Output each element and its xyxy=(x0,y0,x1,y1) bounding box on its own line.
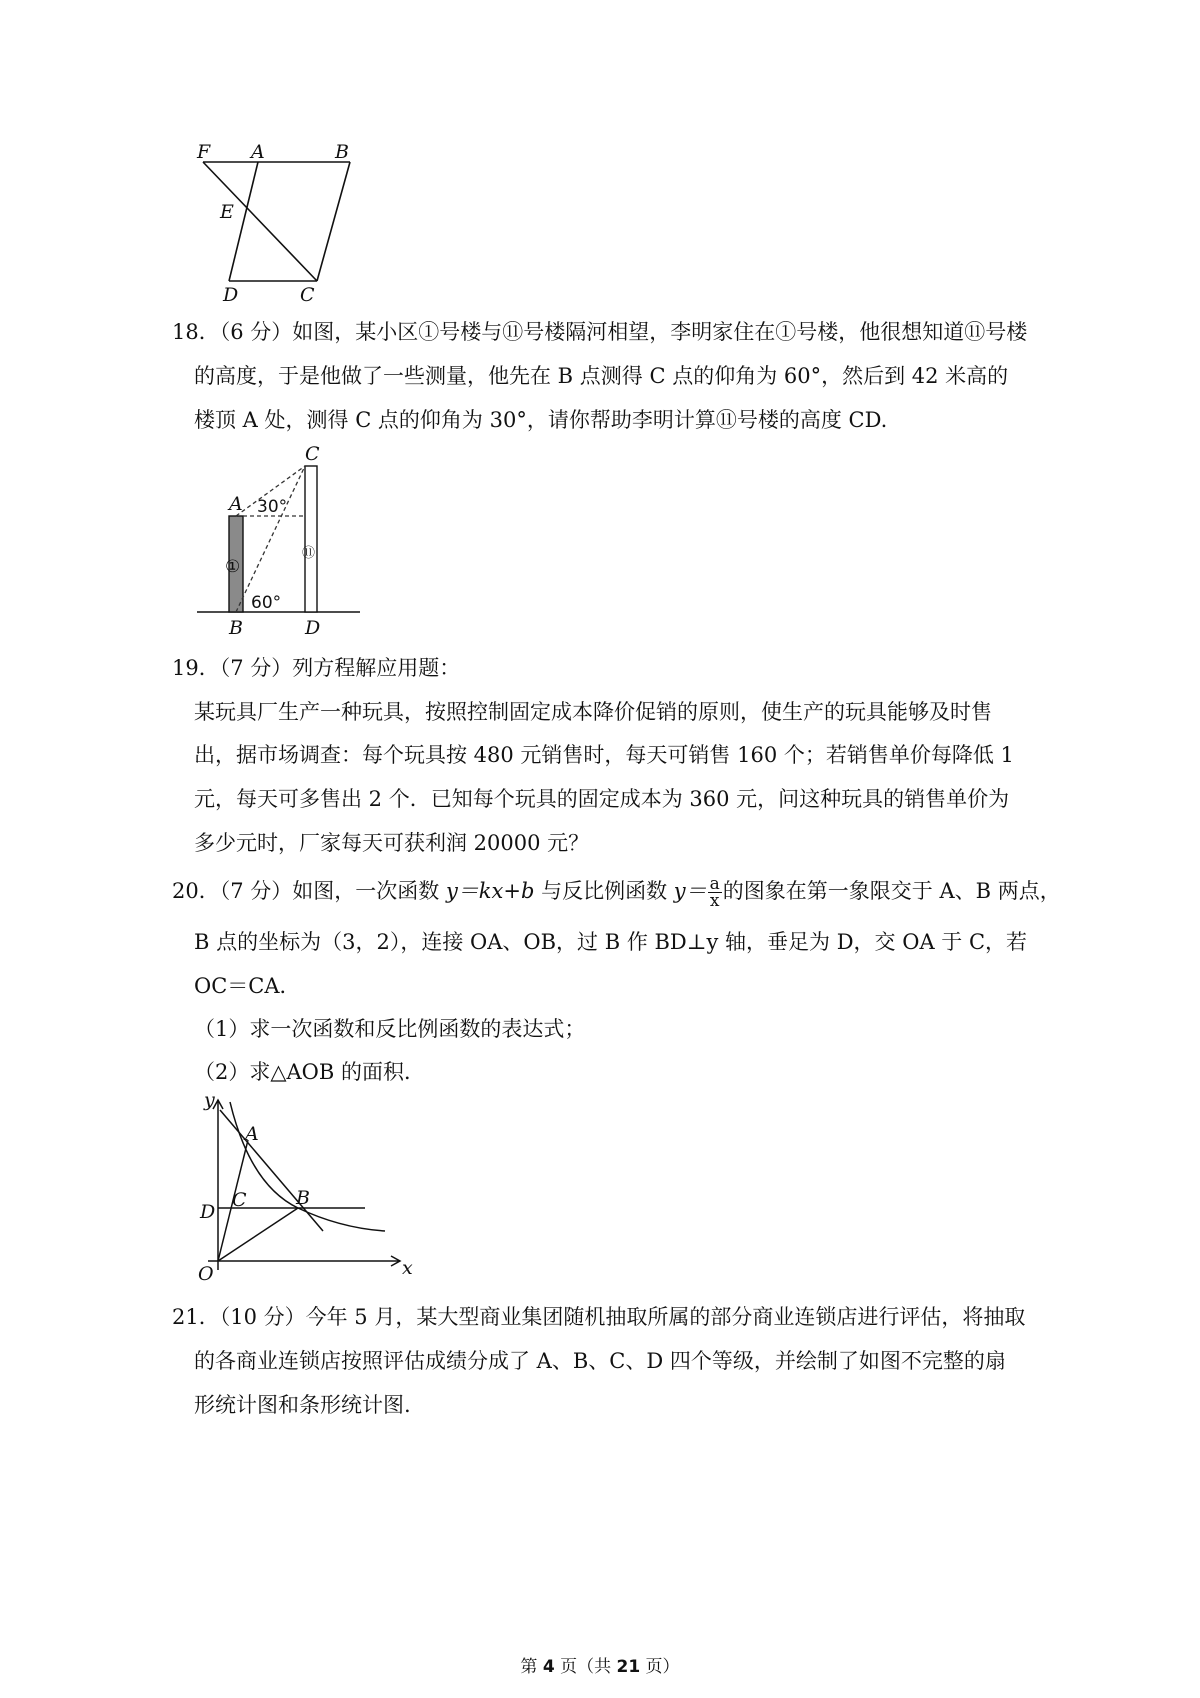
q20-line-1 xyxy=(172,876,1061,909)
footer-prefix: 第 xyxy=(520,1657,543,1677)
q19-line-3: 出，据市场调查：每个玩具按 480 元销售时，每天可销售 160 个；若销售单价每降低 1 xyxy=(194,743,1014,767)
segment-OB xyxy=(218,1208,298,1261)
footer-mid: 页（共 xyxy=(554,1657,617,1677)
label-A: A xyxy=(251,141,265,163)
segment-BC xyxy=(317,162,350,281)
label-C: C xyxy=(232,1189,247,1211)
q20-sub-2: （2）求△AOB 的面积． xyxy=(194,1060,425,1084)
label-D: D xyxy=(223,284,239,306)
label-D: D xyxy=(305,617,321,639)
label-B: B xyxy=(335,141,349,163)
q20-line-1-a: 20．（7 分）如图，一次函数 xyxy=(172,879,446,903)
label-B: B xyxy=(296,1187,310,1209)
q21-line-2: 的各商业连锁店按照评估成绩分成了 A、B、C、D 四个等级，并绘制了如图不完整的扇 xyxy=(194,1349,1006,1373)
q20-sub-1: （1）求一次函数和反比例函数的表达式； xyxy=(194,1017,586,1041)
angle-60-label: 60° xyxy=(251,593,282,613)
fraction-numerator: a xyxy=(709,874,720,894)
building-2-label: ⑪ xyxy=(302,546,316,561)
inverse-function-lhs: y＝ xyxy=(673,879,707,903)
label-C: C xyxy=(300,284,315,306)
fraction-denominator: x xyxy=(709,891,720,911)
building-2 xyxy=(305,466,317,612)
q20-line-2: B 点的坐标为（3，2），连接 OA、OB，过 B 作 BD⊥y 轴，垂足为 D，交 OA 于 C，若 xyxy=(194,930,1028,954)
q19-line-5: 多少元时，厂家每天可获利润 20000 元？ xyxy=(194,831,590,855)
q20-line-3: OC＝CA． xyxy=(194,974,301,998)
q19-line-2: 某玩具厂生产一种玩具，按照控制固定成本降价促销的原则，使生产的玩具能够及时售 xyxy=(194,700,992,724)
label-A: A xyxy=(229,493,243,515)
q18-line-2: 的高度，于是他做了一些测量，他先在 B 点测得 C 点的仰角为 60°，然后到 42 米高的 xyxy=(194,364,1009,388)
footer-suffix: 页） xyxy=(640,1657,680,1677)
fraction-a-over-x xyxy=(708,876,722,909)
q19-line-4: 元，每天可多售出 2 个．已知每个玩具的固定成本为 360 元，问这种玩具的销售单价为 xyxy=(194,787,1010,811)
q20-line-1-e: 的图象在第一象限交于 A、B 两点， xyxy=(722,879,1061,903)
label-A: A xyxy=(245,1123,259,1145)
label-D: D xyxy=(200,1201,216,1223)
label-B: B xyxy=(229,617,243,639)
angle-30-label: 30° xyxy=(257,497,288,517)
page-number: 4 xyxy=(542,1657,555,1677)
label-x: x xyxy=(402,1257,413,1279)
label-F: F xyxy=(197,141,211,163)
total-pages: 21 xyxy=(616,1657,641,1677)
figure-buildings xyxy=(195,442,365,642)
linear-function: y＝kx+b xyxy=(445,879,535,903)
sightline-B-C xyxy=(236,466,305,612)
q18-line-1: 18．（6 分）如图，某小区①号楼与⑪号楼隔河相望，李明家住在①号楼，他很想知道⑪号楼 xyxy=(172,320,1028,344)
linear-line xyxy=(220,1110,323,1231)
page-footer xyxy=(0,1652,1200,1677)
q21-line-3: 形统计图和条形统计图. xyxy=(194,1393,411,1417)
q19-line-1: 19．（7 分）列方程解应用题： xyxy=(172,656,461,680)
label-y: y xyxy=(204,1090,215,1111)
figure-function-graph xyxy=(190,1090,430,1290)
label-O: O xyxy=(198,1263,214,1285)
label-C: C xyxy=(305,443,320,465)
q18-line-3: 楼顶 A 处，测得 C 点的仰角为 30°，请你帮助李明计算⑪号楼的高度 CD. xyxy=(194,408,888,432)
label-E: E xyxy=(220,201,234,223)
figure-parallelogram xyxy=(185,138,385,308)
q20-line-1-c: 与反比例函数 xyxy=(534,879,674,903)
building-1-label: ① xyxy=(225,557,241,577)
q21-line-1: 21．（10 分）今年 5 月，某大型商业集团随机抽取所属的部分商业连锁店进行评估，将抽取 xyxy=(172,1305,1026,1329)
